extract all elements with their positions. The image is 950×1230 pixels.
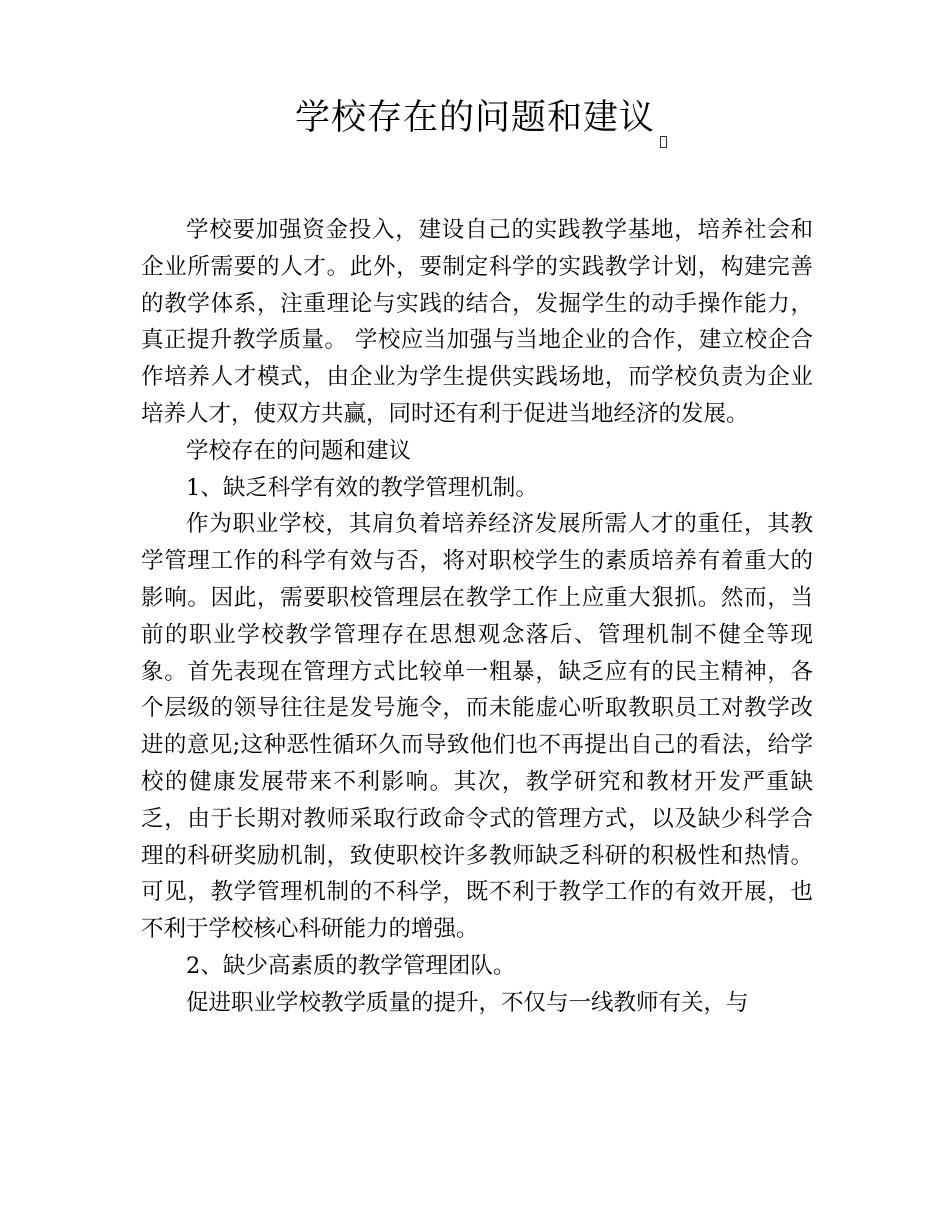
paragraph-intro: 学校要加强资金投入，建设自己的实践教学基地，培养社会和企业所需要的人才。此外，要制定科学的实践教学计划，构建完善的教学体系，注重理论与实践的结合，发掘学生的动手操作能力，真正提升教学质量。 学校应当加强与当地企业的合作，建立校企合作培养人才模式，由企业为学生提供实践场地，而学校负责为企业培养人才，使双方共赢，同时还有利于促进当地经济的发展。 bbox=[141, 217, 813, 427]
section-heading: 学校存在的问题和建议 bbox=[186, 437, 412, 464]
subheading-1: 1、缺乏科学有效的教学管理机制。 bbox=[186, 474, 538, 501]
paragraph-team: 促进职业学校教学质量的提升，不仅与一线教师有关，与 bbox=[186, 989, 749, 1016]
paragraph-management: 作为职业学校，其肩负着培养经济发展所需人才的重任，其教学管理工作的科学有效与否，将对职校学生的素质培养有着重大的影响。因此，需要职校管理层在教学工作上应重大狠抓。然而，当前的职业学校教学管理存在思想观念落后、管理机制不健全等现象。首先表现在管理方式比较单一粗暴，缺乏应有的民主精神，各个层级的领导往往是发号施令，而未能虚心听取教职员工对教学改进的意见;这种恶性循环久而导致他们也不再提出自己的看法，给学校的健康发展带来不利影响。其次，教学研究和教材开发严重缺乏，由于长期对教师采取行政命令式的管理方式，以及缺少科学合理的科研奖励机制，致使职校许多教师缺乏科研的积极性和热情。可见，教学管理机制的不科学，既不利于教学工作的有效开展，也不利于学校核心科研能力的增强。 bbox=[141, 511, 813, 943]
document-title: 学校存在的问题和建议 bbox=[294, 98, 655, 138]
document-body bbox=[141, 212, 813, 1022]
footnote-marker-icon bbox=[660, 136, 667, 148]
subheading-2: 2、缺少高素质的教学管理团队。 bbox=[186, 952, 516, 979]
